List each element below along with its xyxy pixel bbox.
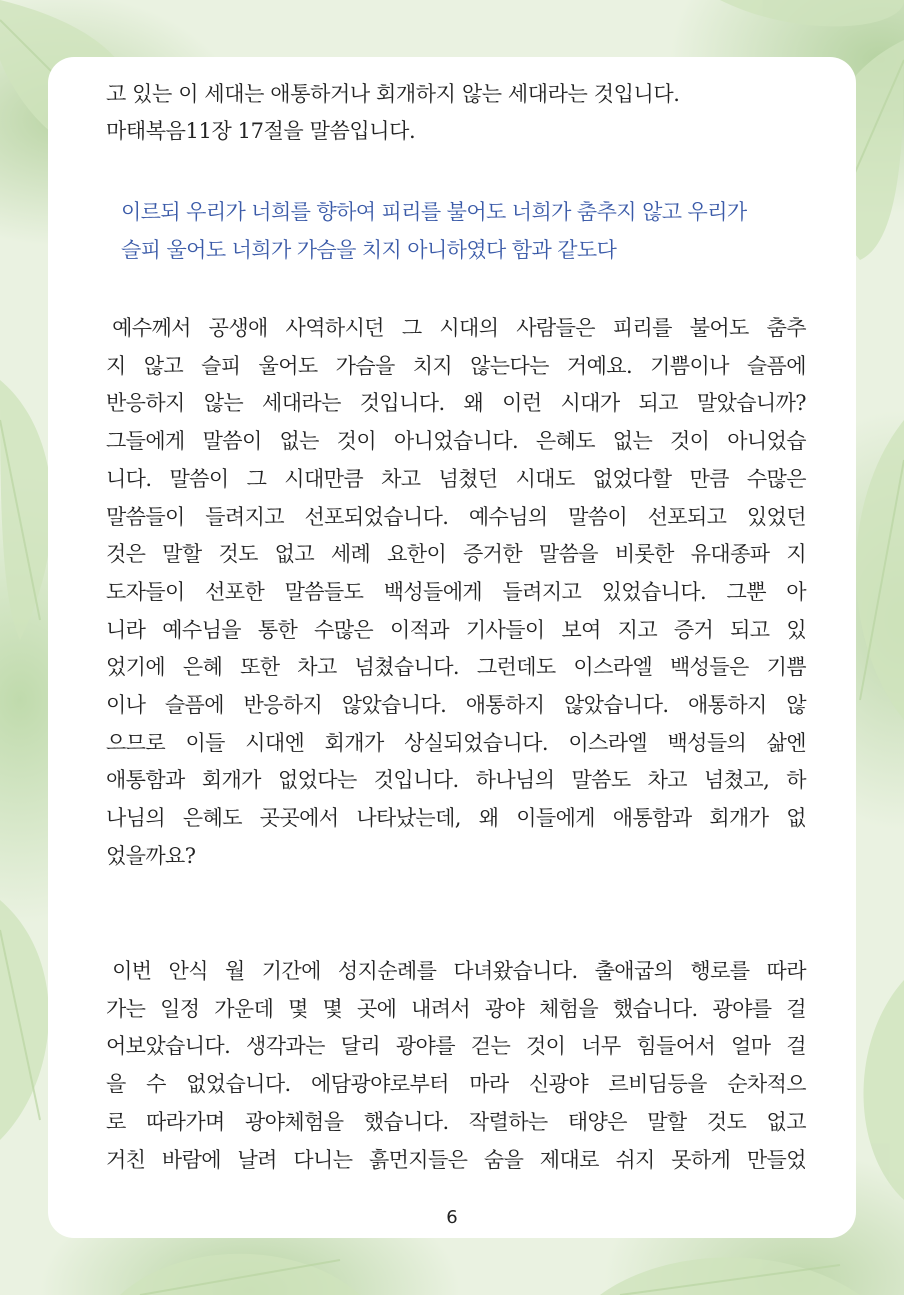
word: 증거 xyxy=(673,617,714,642)
word: 니라 xyxy=(106,617,146,642)
word: 이들에게 xyxy=(516,806,595,831)
word: 이나 xyxy=(106,693,146,718)
word: 삶엔 xyxy=(766,730,806,755)
word: 광야를 xyxy=(712,996,772,1021)
word: 수많은 xyxy=(314,617,374,642)
word: 차고 xyxy=(297,655,337,680)
paragraph-line xyxy=(106,1066,806,1104)
word: 그뿐 xyxy=(726,579,766,604)
word: 사람들은 xyxy=(516,316,595,340)
paragraph-line xyxy=(106,762,806,800)
word: 않았습니다. xyxy=(341,693,447,718)
word: 걸 xyxy=(786,996,806,1021)
word: 시대엔 xyxy=(245,730,305,755)
word: 않는다는 xyxy=(470,353,549,378)
word: 백성들에게 xyxy=(383,579,483,604)
word: 아니었습니다. xyxy=(393,429,519,454)
word: 선포되었습니다. xyxy=(304,504,449,529)
quote-line: 이르되 우리가 너희를 향하여 피리를 불어도 너희가 춤추지 않고 우리가 xyxy=(121,200,747,224)
word: 것도 xyxy=(218,542,258,567)
word: 들려지고 xyxy=(502,579,582,604)
word: 흙먼지들은 xyxy=(368,1147,468,1172)
word: 그 xyxy=(246,466,267,491)
word: 시대의 xyxy=(439,316,499,340)
word: 은혜 xyxy=(182,655,223,680)
word: 날려 xyxy=(237,1147,277,1172)
word: 없는 xyxy=(612,429,653,454)
word: 슬피 xyxy=(201,353,241,378)
paragraph-line xyxy=(106,687,806,725)
word: 보여 xyxy=(561,617,601,642)
word: 요한이 xyxy=(387,542,447,567)
paragraph-1 xyxy=(106,310,806,876)
word: 기사들이 xyxy=(465,617,545,642)
word: 예수께서 xyxy=(106,316,191,340)
word: 백성들은 xyxy=(670,655,749,680)
word: 따라가며 xyxy=(145,1109,225,1134)
word: 넘쳤던 xyxy=(438,466,498,491)
paragraph-line xyxy=(106,461,806,499)
word: 반응하지 xyxy=(243,693,323,718)
word: 슬픔에 xyxy=(746,353,806,378)
intro-line: 고 있는 이 세대는 애통하거나 회개하지 않는 세대라는 것입니다. xyxy=(106,82,680,106)
word: 되고 xyxy=(638,391,678,416)
quote-line: 슬피 울어도 너희가 가슴을 치지 아니하였다 함과 같도다 xyxy=(121,238,617,262)
paragraph-line xyxy=(106,991,806,1029)
scripture-quote xyxy=(121,193,821,269)
word: 지 xyxy=(106,353,126,378)
word: 그 xyxy=(401,316,422,340)
word: 것입니다. xyxy=(373,768,459,793)
word: 애통함과 xyxy=(612,806,692,831)
word: 않 xyxy=(786,693,806,718)
word: 상실되었습니다. xyxy=(404,730,548,755)
word: 불어도 xyxy=(689,316,749,340)
paragraph-line xyxy=(106,1028,806,1066)
word: 들려지고 xyxy=(205,504,284,529)
word: 힘들어서 xyxy=(636,1034,716,1059)
word: 있었던 xyxy=(746,504,806,529)
word: 숨을 xyxy=(483,1147,524,1172)
page-number: 6 xyxy=(446,1207,458,1228)
word: 시대만큼 xyxy=(284,466,364,491)
word: 되고 xyxy=(730,617,770,642)
paragraph-line xyxy=(106,725,806,763)
word: 다녀왔습니다. xyxy=(453,959,578,983)
paragraph-line xyxy=(106,1104,806,1142)
word: 것이 xyxy=(336,429,377,454)
word: 기쁨 xyxy=(766,655,806,680)
word: 은혜도 xyxy=(535,429,595,454)
word: 가운데 xyxy=(214,996,274,1021)
word: 차고 xyxy=(647,768,687,793)
paragraph-line xyxy=(106,385,806,423)
word: 이스라엘 xyxy=(568,730,648,755)
word: 걸 xyxy=(786,1034,806,1059)
word: 몇 xyxy=(288,996,308,1021)
word: 다니는 xyxy=(293,1147,353,1172)
word: 왜 xyxy=(478,806,499,831)
paragraph-2 xyxy=(106,953,806,1179)
word: 않고 xyxy=(143,353,184,378)
word: 말씀들도 xyxy=(284,579,364,604)
word: 왜 xyxy=(463,391,484,416)
word: 걷는 xyxy=(470,1034,511,1059)
word: 광야를 xyxy=(395,1034,455,1059)
word: 너무 xyxy=(581,1034,621,1059)
word: 차고 xyxy=(381,466,421,491)
word: 이들 xyxy=(185,730,225,755)
word: 유대종파 xyxy=(690,542,770,567)
word: 나타났는데, xyxy=(356,806,461,831)
word: 않는 xyxy=(203,391,244,416)
word: 있었습니다. xyxy=(601,579,707,604)
word: 말씀들이 xyxy=(106,504,185,529)
word: 이번 xyxy=(106,959,152,983)
word: 제대로 xyxy=(539,1147,599,1172)
word: 공생애 xyxy=(208,316,268,340)
word: 었기에 xyxy=(106,655,166,680)
word: 말씀이 xyxy=(169,466,229,491)
word: 없었다는 xyxy=(277,768,357,793)
word: 지고 xyxy=(617,617,658,642)
word: 춤추 xyxy=(766,316,806,340)
word: 이스라엘 xyxy=(573,655,653,680)
word: 울어도 xyxy=(258,353,318,378)
word: 말았습니까? xyxy=(696,391,806,416)
word: 이런 xyxy=(502,391,542,416)
intro-text xyxy=(106,76,826,150)
word: 말씀도 xyxy=(571,768,631,793)
word: 하 xyxy=(786,768,806,793)
word: 회개가 xyxy=(709,806,769,831)
word: 말씀이 xyxy=(202,429,262,454)
word: 가슴을 xyxy=(335,353,395,378)
paragraph-line xyxy=(106,612,806,650)
word: 아 xyxy=(786,579,806,604)
word: 어보았습니다. xyxy=(106,1034,231,1059)
paragraph-line xyxy=(106,499,806,537)
word: 나님의 xyxy=(106,806,166,831)
word: 시대도 xyxy=(515,466,575,491)
word: 않았습니다. xyxy=(563,693,669,718)
paragraph-line xyxy=(106,310,806,348)
word: 시대가 xyxy=(560,391,620,416)
word: 행로를 xyxy=(690,959,750,983)
word: 가는 xyxy=(106,996,146,1021)
word: 것입니다. xyxy=(359,391,445,416)
word: 기간에 xyxy=(261,959,321,983)
word: 작렬하는 xyxy=(468,1109,548,1134)
word: 없고 xyxy=(274,542,315,567)
word: 하나님의 xyxy=(475,768,555,793)
word: 없었다할 xyxy=(592,466,672,491)
word: 바람에 xyxy=(161,1147,221,1172)
word: 것은 xyxy=(106,542,146,567)
word: 몇 xyxy=(322,996,343,1021)
word: 비롯한 xyxy=(614,542,674,567)
word: 거예요. xyxy=(566,353,633,378)
word: 거친 xyxy=(106,1147,146,1172)
paragraph-line xyxy=(106,348,806,386)
word: 월 xyxy=(224,959,245,983)
word: 예수님을 xyxy=(162,617,241,642)
word: 기쁨이나 xyxy=(650,353,729,378)
word: 것이 xyxy=(525,1034,566,1059)
intro-line: 마태복음11장 17절을 말씀입니다. xyxy=(106,119,416,143)
word: 없었습니다. xyxy=(186,1072,291,1097)
word: 출애굽의 xyxy=(594,959,674,983)
word: 없는 xyxy=(279,429,319,454)
word: 애통하지 xyxy=(687,693,767,718)
word: 말씀이 xyxy=(568,504,628,529)
word: 못하게 xyxy=(671,1147,731,1172)
word: 말할 xyxy=(647,1109,687,1134)
word: 또한 xyxy=(240,655,280,680)
word: 애통함과 xyxy=(106,768,185,793)
word: 달리 xyxy=(340,1034,381,1059)
word: 성지순례를 xyxy=(337,959,437,983)
word: 피리를 xyxy=(612,316,672,340)
word: 이적과 xyxy=(389,617,449,642)
word: 회개가 xyxy=(324,730,384,755)
word: 했습니다. xyxy=(363,1109,449,1134)
paragraph-line xyxy=(106,536,806,574)
paragraph-line xyxy=(106,1142,806,1180)
word: 지 xyxy=(786,542,806,567)
word: 내려서 xyxy=(411,996,471,1021)
word: 그런데도 xyxy=(476,655,556,680)
paragraph-line xyxy=(106,423,806,461)
word: 태양은 xyxy=(567,1109,627,1134)
word: 아니었습 xyxy=(727,429,806,454)
word: 슬픔에 xyxy=(164,693,224,718)
word: 회개가 xyxy=(201,768,261,793)
word: 을 xyxy=(106,1072,126,1097)
word: 도자들이 xyxy=(106,579,185,604)
word: 마라 xyxy=(469,1072,509,1097)
word: 생각과는 xyxy=(246,1034,325,1059)
word: 따라 xyxy=(766,959,806,983)
word: 순차적으 xyxy=(727,1072,806,1097)
word: 없고 xyxy=(766,1109,806,1134)
word: 신광야 xyxy=(528,1072,589,1097)
word: 곳에 xyxy=(356,996,397,1021)
word: 광야 xyxy=(484,996,525,1021)
word: 에담광야로부터 xyxy=(311,1072,449,1097)
word: 그들에게 xyxy=(106,429,185,454)
paragraph-line xyxy=(106,574,806,612)
word: 말씀을 xyxy=(538,542,598,567)
paragraph-line xyxy=(106,800,806,838)
word: 선포한 xyxy=(205,579,265,604)
word: 얼마 xyxy=(731,1034,771,1059)
word: 했습니다. xyxy=(612,996,698,1021)
word: 없 xyxy=(786,806,806,831)
word: 세대라는 xyxy=(262,391,341,416)
word: 통한 xyxy=(257,617,298,642)
word: 은혜도 xyxy=(182,806,242,831)
word: 로 xyxy=(106,1109,126,1134)
word: 선포되고 xyxy=(647,504,727,529)
word: 니다. xyxy=(106,466,152,491)
word: 백성들의 xyxy=(667,730,747,755)
word: 만들었 xyxy=(746,1147,806,1172)
word: 반응하지 xyxy=(106,391,185,416)
word: 것도 xyxy=(706,1109,747,1134)
word: 르비딤등을 xyxy=(608,1072,707,1097)
paragraph-line: 었을까요? xyxy=(106,843,196,868)
paragraph-line xyxy=(106,953,806,991)
word: 으므로 xyxy=(106,730,166,755)
paragraph-line xyxy=(106,649,806,687)
word: 말할 xyxy=(162,542,202,567)
word: 체험을 xyxy=(539,996,599,1021)
word: 것이 xyxy=(670,429,710,454)
word: 애통하지 xyxy=(465,693,545,718)
word: 세례 xyxy=(330,542,371,567)
word: 안식 xyxy=(168,959,208,983)
word: 수많은 xyxy=(746,466,806,491)
word: 광야체험을 xyxy=(245,1109,344,1134)
word: 있 xyxy=(786,617,806,642)
word: 넘쳤습니다. xyxy=(354,655,460,680)
word: 쉬지 xyxy=(615,1147,655,1172)
word: 치지 xyxy=(412,353,453,378)
word: 만큼 xyxy=(689,466,729,491)
word: 수 xyxy=(146,1072,166,1097)
word: 일정 xyxy=(160,996,200,1021)
word: 증거한 xyxy=(463,542,523,567)
word: 곳곳에서 xyxy=(259,806,339,831)
word: 사역하시던 xyxy=(285,316,384,340)
word: 넘쳤고, xyxy=(704,768,770,793)
word: 예수님의 xyxy=(468,504,548,529)
